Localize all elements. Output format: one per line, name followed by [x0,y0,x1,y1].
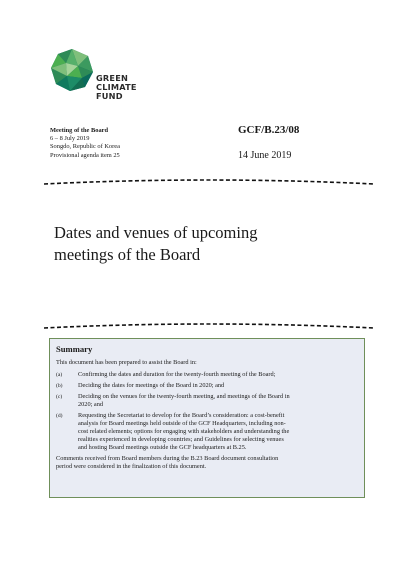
meeting-dates: 6 – 8 July 2019 [50,135,90,143]
title-line: meetings of the Board [54,245,201,264]
list-item [56,371,358,379]
meeting-label: Meeting of the Board [50,127,109,134]
agenda-item: Provisional agenda item 25 [50,151,120,159]
list-item [56,382,358,390]
globe-icon [50,48,94,92]
divider-bottom [44,322,374,332]
list-item [56,393,358,409]
logo-line: CLIMATE [96,82,137,93]
summary-intro: This document has been prepared to assist the Board in: [56,359,197,366]
divider-top [44,178,374,188]
list-text: Requesting the Secretariat to develop for the Board’s consideration: a cost-benefit analysis for Board meetings held outside of the GCF Headquarters, including non- cost related elements; options for engaging with stakeholders and understanding the realities experienced in developing countries; and Guidelines for selecting venues and hosting Board meetings outside the GCF headquarters at B.25. [78,412,290,451]
list-marker: (c) [56,394,63,400]
title-line: Dates and venues of upcoming [54,223,258,242]
list-text: Deciding on the venues for the twenty-fourth meeting, and meetings of the Board in 2020; and [78,393,290,408]
summary-list [56,371,358,452]
logo-line: GREEN [96,73,129,83]
summary-footer: Comments received from Board members during the B.23 Board document consultation period were considered in the finalization of this document. [56,455,279,470]
gcf-logo [50,48,150,110]
page-title [54,222,354,266]
list-marker: (d) [56,413,63,419]
list-marker: (a) [56,372,63,378]
meeting-location: Songdo, Republic of Korea [50,143,120,151]
logo-wordmark [96,74,137,102]
list-text: Deciding the dates for meetings of the Board in 2020; and [78,382,225,389]
list-item [56,412,358,452]
summary-box [49,338,365,498]
document-id: GCF/B.23/08 [238,124,300,136]
list-text: Confirming the dates and duration for the twenty-fourth meeting of the Board; [78,371,276,378]
meeting-info [50,127,120,160]
list-marker: (b) [56,383,63,389]
summary-title: Summary [56,344,93,354]
document-date: 14 June 2019 [238,150,292,161]
logo-line: FUND [96,91,123,102]
